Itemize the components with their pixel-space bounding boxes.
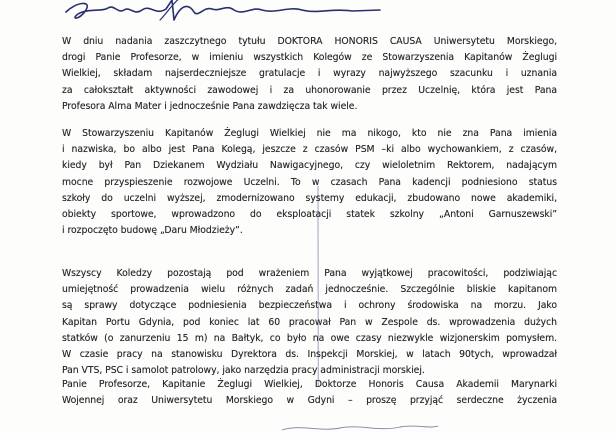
text-line: Wojennej oraz Uniwersytetu Morskiego w Gdyni – proszę przyjąć serdeczne życzenia xyxy=(62,395,557,407)
text-line: kiedy był Pan Dziekanem Wydziału Nawigacyjnego, czy wieloletnim Rektorem, nadającym xyxy=(62,160,557,172)
text-line: Kapitan Portu Gdynia, pod koniec lat 60 pracował Pan w Zespole ds. wprowadzenia dużych xyxy=(62,316,557,328)
text-line: drogi Panie Profesorze, w imieniu wszystkich Kolegów ze Stowarzyszenia Kapitanów Żeglugi xyxy=(62,52,557,64)
text-line: Wszyscy Koledzy pozostają pod wrażeniem Pana wyjątkowej pracowitości, podziwiając xyxy=(62,268,557,279)
text-line: obiekty sportowe, wprowadzono do eksploatacji statek szkolny „Antoni Garnuszewski” xyxy=(62,209,557,221)
text-line: Panie Profesorze, Kapitanie Żeglugi Wielkiej, Doktorze Honoris Causa Akademii Marynarki xyxy=(62,379,557,390)
text-line: Pan VTS, PSC i samolot patrolowy, jako narzędzia pracy administracji morskiej. xyxy=(62,365,425,377)
text-line: Profesora Alma Mater i jednocześnie Pana zawdzięcza tak wiele. xyxy=(62,100,358,112)
text-line: statków (o zanurzeniu 15 m) na Bałtyk, co było na owe czasy niezwykle wizjonerskim pomysłem. xyxy=(62,332,557,344)
text-line: W dniu nadania zaszczytnego tytułu DOKTORA HONORIS CAUSA Uniwersytetu Morskiego, xyxy=(62,36,557,47)
text-line: W czasie pracy na stanowisku Dyrektora ds. Inspekcji Morskiej, w latach 90tych, wprowadzał xyxy=(62,349,557,361)
text-line: mocne przyspieszenie rozwojowe Uczelni. To w czasach Pana kadencji podniesiono status xyxy=(62,176,557,188)
text-line: Wielkiej, składam najserdeczniejsze gratulacje i wyrazy najwyższego szacunku i uznania xyxy=(62,68,557,80)
paragraph-association xyxy=(62,126,557,239)
handwritten-mark xyxy=(317,186,319,386)
text-line: za całokształt aktywności zawodowej i za uhonorowanie przez Uczelnię, która jest Pana xyxy=(62,84,557,96)
text-line: szkoły do uczelni wyższej, zmodernizowano systemy edukacji, zbudowano nowe akademiki, xyxy=(62,192,557,204)
text-line: W Stowarzyszeniu Kapitanów Żeglugi Wielkiej nie ma nikogo, kto nie zna Pana imienia xyxy=(62,128,557,139)
paragraph-achievements xyxy=(62,266,557,379)
handwritten-signature xyxy=(62,0,392,28)
text-line: i rozpoczęto budowę „Daru Młodzieży”. xyxy=(62,225,243,237)
text-line: umiejętność prowadzenia wielu różnych zadań jednocześnie. Szczególnie bliskie kapitanom xyxy=(62,284,557,296)
paragraph-congratulations xyxy=(62,34,557,115)
paragraph-closing xyxy=(62,377,557,409)
handwritten-mark xyxy=(280,420,440,434)
text-line: są sprawy dotyczące podniesienia bezpieczeństwa i ochrony środowiska na morzu. Jako xyxy=(62,300,557,312)
text-line: i nazwiska, bo albo jest Pana Kolegą, jeszcze z czasów PSM –ki albo wychowankiem, z czasów, xyxy=(62,144,557,156)
